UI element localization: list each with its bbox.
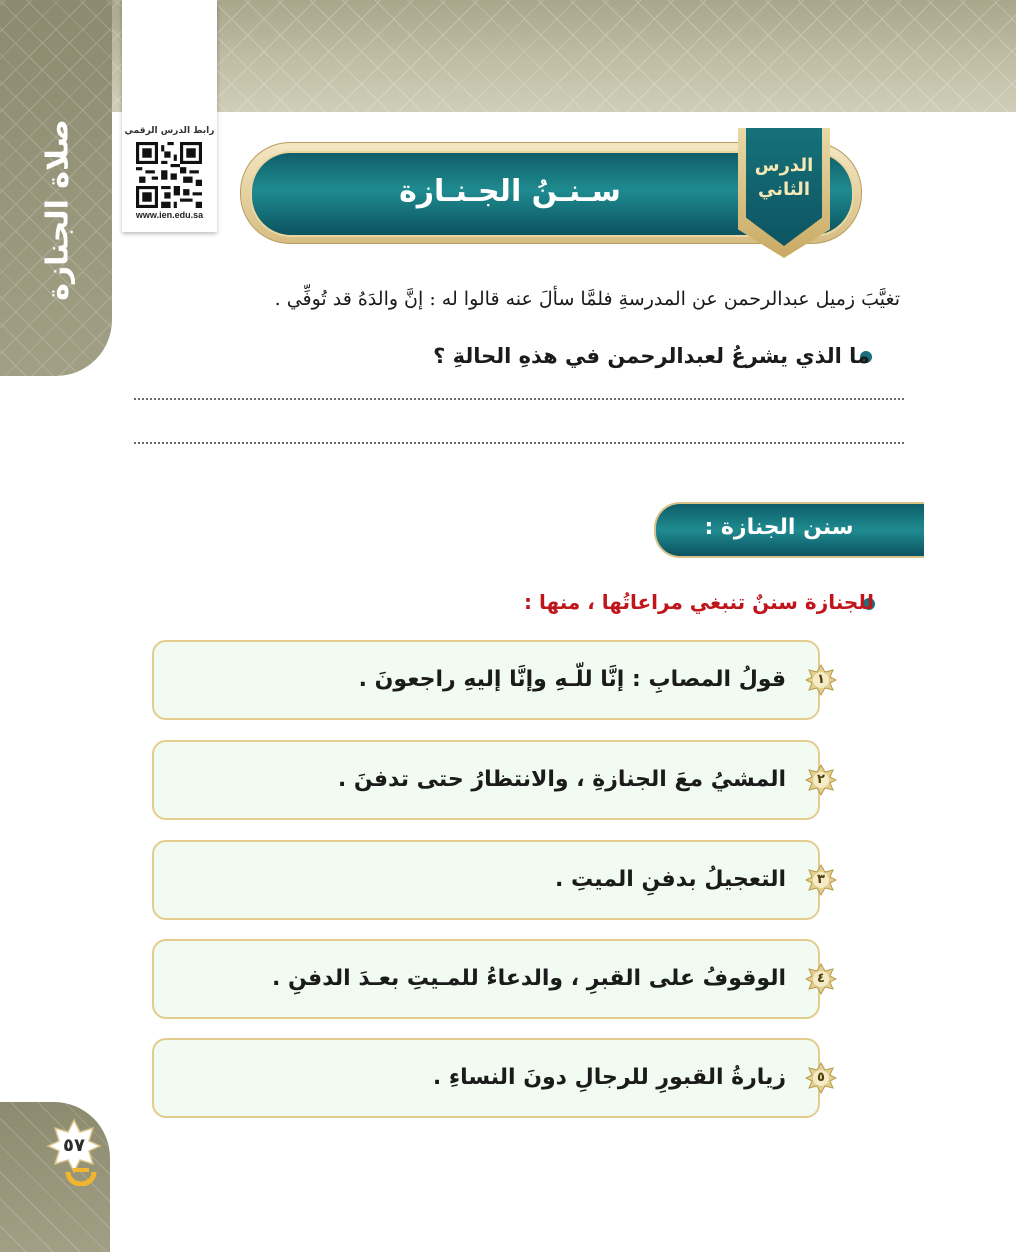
- star-badge-icon: [805, 864, 837, 896]
- star-badge-icon: [805, 664, 837, 696]
- list-item: [152, 740, 820, 820]
- unit-title: صلاة الجنازة: [40, 119, 76, 301]
- lesson-ribbon: [738, 128, 830, 258]
- lesson-title: سـنـنُ الجـنـازة: [399, 174, 621, 209]
- star-badge-icon: [805, 1062, 837, 1094]
- page-number: ٥٧: [63, 1135, 85, 1156]
- list-item-text: المشيُ معَ الجنازةِ ، والانتظارُ حتى تدفنَ .: [337, 767, 786, 792]
- answer-line[interactable]: [134, 442, 904, 444]
- intro-paragraph: تغيَّبَ زميل عبدالرحمن عن المدرسةِ فلمَّا سألَ عنه قالوا له : إنَّ والدَهُ قد تُوفِّي .: [274, 288, 900, 310]
- section-heading: [654, 502, 922, 554]
- list-item-text: قولُ المصابِ : إنَّا للّـهِ وإنَّا إليهِ راجعونَ .: [358, 667, 786, 692]
- list-item: [152, 640, 820, 720]
- badge-number: ٣: [817, 872, 825, 887]
- badge-number: ٢: [817, 772, 825, 787]
- list-item: [152, 1038, 820, 1118]
- star-badge-icon: [805, 963, 837, 995]
- list-item-text: زيارةُ القبورِ للرجالِ دونَ النساءِ .: [432, 1065, 786, 1090]
- list-item: [152, 939, 820, 1019]
- answer-line[interactable]: [134, 398, 904, 400]
- lesson-label: الدرس: [754, 155, 814, 176]
- question: ما الذي يشرعُ لعبدالرحمن في هذهِ الحالةِ ؟: [433, 344, 870, 368]
- lesson-number: الثاني: [757, 179, 810, 200]
- list-item: [152, 840, 820, 920]
- badge-number: ١: [817, 672, 825, 687]
- badge-number: ٤: [817, 971, 825, 986]
- section-title: سنن الجنازة :: [704, 515, 854, 540]
- list-item-text: التعجيلُ بدفنِ الميتِ .: [555, 867, 786, 892]
- section-intro: للجنازة سننٌ تنبغي مراعاتُها ، منها :: [524, 590, 874, 614]
- badge-number: ٥: [817, 1070, 825, 1085]
- publisher-logo-icon: [64, 1158, 98, 1186]
- list-item-text: الوقوفُ على القبرِ ، والدعاءُ للمـيتِ بعـدَ الدفنِ .: [271, 966, 786, 991]
- qr-card[interactable]: [122, 0, 217, 232]
- qr-label: رابط الدرس الرقمي: [124, 126, 215, 136]
- qr-url[interactable]: www.ien.edu.sa: [135, 210, 204, 220]
- qr-code-icon[interactable]: [136, 142, 202, 208]
- star-badge-icon: [805, 764, 837, 796]
